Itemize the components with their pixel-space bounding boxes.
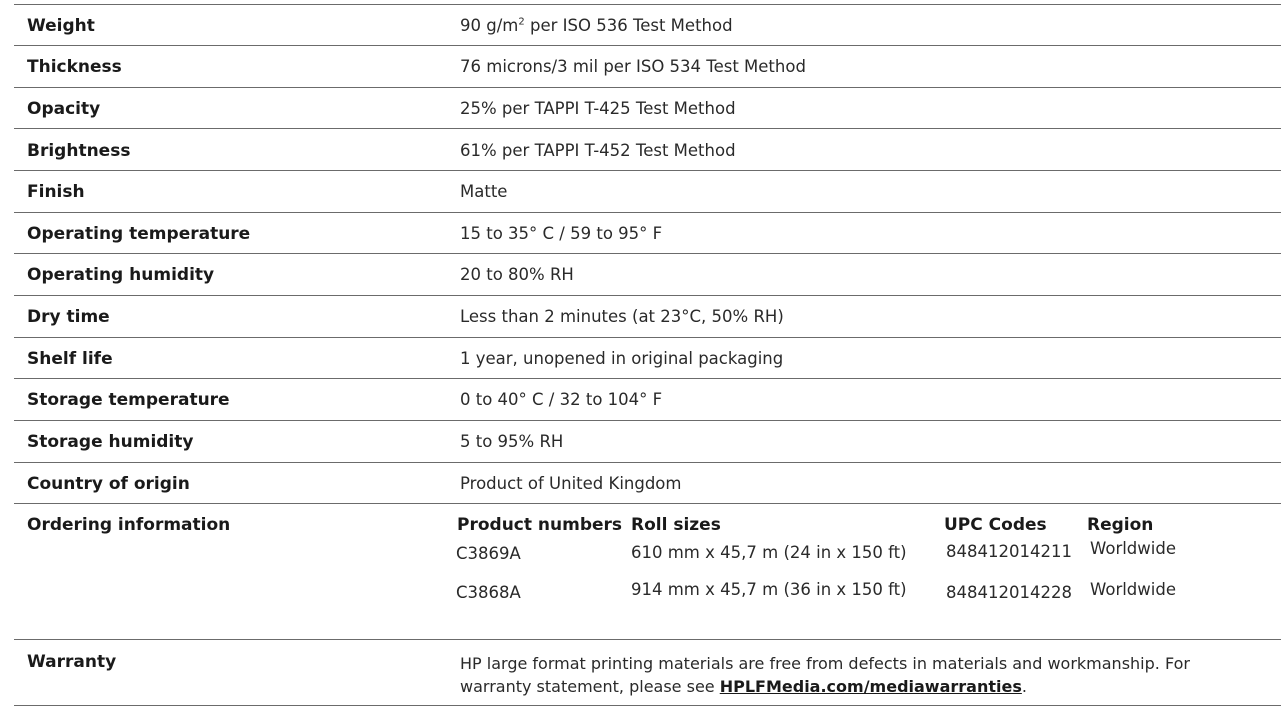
roll-size: 610 mm x 45,7 m (24 in x 150 ft)	[631, 543, 907, 562]
warranty-text	[460, 652, 1250, 698]
region: Worldwide	[1090, 539, 1176, 558]
spec-label: Dry time	[27, 307, 110, 327]
spec-value	[460, 16, 733, 35]
row-divider	[14, 462, 1281, 463]
upc-code: 848412014228	[946, 583, 1072, 602]
row-divider	[14, 4, 1281, 5]
warranty-period: .	[1021, 677, 1027, 696]
spec-label: Country of origin	[27, 474, 190, 494]
spec-value: 0 to 40° C / 32 to 104° F	[460, 390, 663, 409]
row-divider	[14, 420, 1281, 421]
spec-label: Weight	[27, 16, 95, 36]
spec-label: Shelf life	[27, 349, 113, 369]
spec-label: Operating humidity	[27, 265, 215, 285]
product-number: C3869A	[456, 544, 521, 563]
row-divider	[14, 705, 1281, 706]
spec-value: Matte	[460, 182, 508, 201]
row-divider	[14, 503, 1281, 504]
spec-label: Operating temperature	[27, 224, 251, 244]
header-roll-sizes: Roll sizes	[631, 515, 721, 535]
spec-value: 15 to 35° C / 59 to 95° F	[460, 224, 663, 243]
spec-label: Storage humidity	[27, 432, 194, 452]
spec-label: Finish	[27, 182, 85, 202]
warranty-body: HP large format printing materials are free from defects in materials and workmanship. For warranty statement, please see	[460, 654, 1190, 696]
spec-value: 5 to 95% RH	[460, 432, 564, 451]
roll-size: 914 mm x 45,7 m (36 in x 150 ft)	[631, 580, 907, 599]
row-divider	[14, 87, 1281, 88]
row-divider	[14, 45, 1281, 46]
weight-value-prefix: 90 g/m	[460, 16, 519, 35]
upc-code: 848412014211	[946, 542, 1072, 561]
row-divider	[14, 253, 1281, 254]
ordering-label: Ordering information	[27, 515, 231, 535]
spec-value: 20 to 80% RH	[460, 265, 574, 284]
row-divider	[14, 337, 1281, 338]
row-divider	[14, 639, 1281, 640]
warranty-link[interactable]: HPLFMedia.com/mediawarranties	[719, 677, 1022, 696]
region: Worldwide	[1090, 580, 1176, 599]
header-upc-codes: UPC Codes	[944, 515, 1047, 535]
row-divider	[14, 378, 1281, 379]
spec-label: Thickness	[27, 57, 122, 77]
row-divider	[14, 212, 1281, 213]
spec-label: Storage temperature	[27, 390, 230, 410]
row-divider	[14, 295, 1281, 296]
spec-value: 25% per TAPPI T-425 Test Method	[460, 99, 736, 118]
spec-value: 76 microns/3 mil per ISO 534 Test Method	[460, 57, 806, 76]
spec-value: Product of United Kingdom	[460, 474, 682, 493]
header-product-numbers: Product numbers	[457, 515, 623, 535]
spec-value: 61% per TAPPI T-452 Test Method	[460, 141, 736, 160]
row-divider	[14, 128, 1281, 129]
row-divider	[14, 170, 1281, 171]
spec-value: 1 year, unopened in original packaging	[460, 349, 784, 368]
weight-value-suffix: per ISO 536 Test Method	[524, 16, 733, 35]
header-region: Region	[1087, 515, 1154, 535]
spec-label: Opacity	[27, 99, 101, 119]
weight-superscript: 2	[518, 16, 525, 28]
spec-label: Brightness	[27, 141, 131, 161]
product-number: C3868A	[456, 583, 521, 602]
warranty-label: Warranty	[27, 652, 117, 672]
spec-value: Less than 2 minutes (at 23°C, 50% RH)	[460, 307, 784, 326]
